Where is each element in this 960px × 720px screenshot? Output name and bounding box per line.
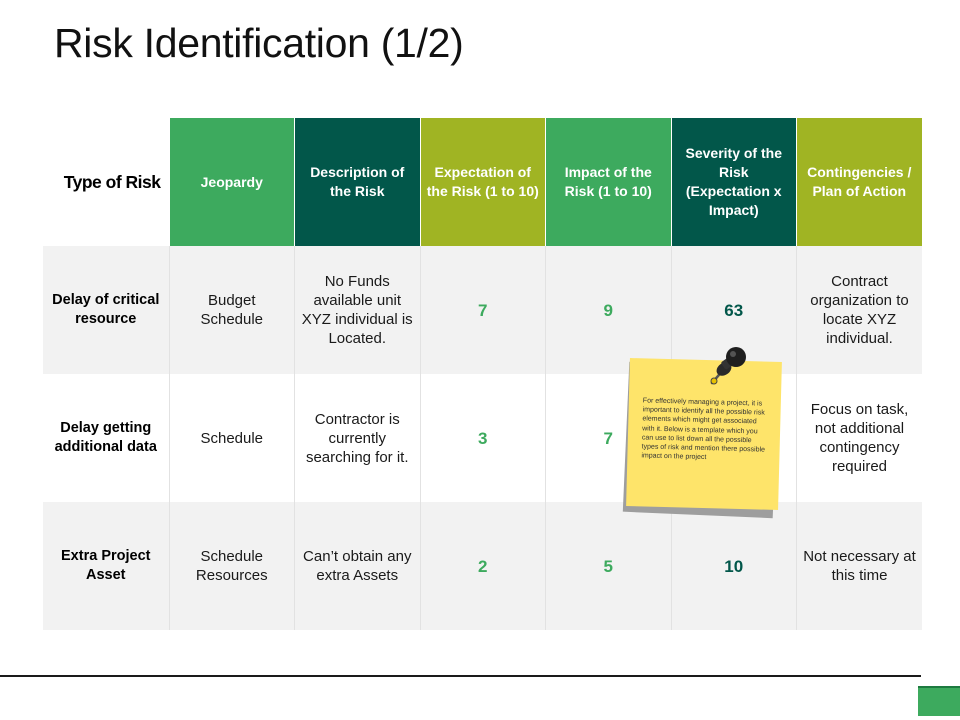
cell-description: Can’t obtain any extra Assets: [295, 502, 421, 630]
footer-divider: [0, 675, 921, 677]
cell-expectation: 7: [420, 246, 546, 374]
risk-table: [43, 118, 923, 630]
cell-contingencies: Not necessary at this time: [797, 502, 923, 630]
cell-expectation: 3: [420, 374, 546, 502]
cell-impact: 5: [546, 502, 672, 630]
header-description: Description of the Risk: [295, 118, 421, 246]
corner-accent: [918, 688, 960, 716]
cell-description: Contractor is currently searching for it.: [295, 374, 421, 502]
cell-jeopardy: Schedule: [169, 374, 295, 502]
header-contingencies: Contingencies / Plan of Action: [797, 118, 923, 246]
table-row: [43, 374, 922, 502]
cell-risk-type: Delay getting additional data: [43, 374, 169, 502]
cell-impact: 9: [546, 246, 672, 374]
header-impact: Impact of the Risk (1 to 10): [546, 118, 672, 246]
cell-contingencies: Focus on task, not additional contingency required: [797, 374, 923, 502]
cell-risk-type: Extra Project Asset: [43, 502, 169, 630]
header-severity: Severity of the Risk (Expectation x Impact): [671, 118, 797, 246]
cell-contingencies: Contract organization to locate XYZ individual.: [797, 246, 923, 374]
cell-severity: 63: [671, 246, 797, 374]
header-jeopardy: Jeopardy: [169, 118, 295, 246]
cell-impact: 7: [546, 374, 672, 502]
table-row: [43, 502, 922, 630]
cell-expectation: 2: [420, 502, 546, 630]
cell-jeopardy: Budget Schedule: [169, 246, 295, 374]
page-title: Risk Identification (1/2): [54, 20, 464, 66]
sticky-note: [620, 345, 790, 520]
sticky-note-text: For effectively managing a project, it is important to identify all the possible risk elements which might get associated with it. Below is a template which you can use to list down all the possible types of risk and mention there possible impact on the project: [626, 358, 782, 510]
table-header-row: [43, 118, 922, 246]
cell-description: No Funds available unit XYZ individual is Located.: [295, 246, 421, 374]
header-expectation: Expectation of the Risk (1 to 10): [420, 118, 546, 246]
pushpin-icon: [700, 345, 760, 390]
header-type-of-risk: Type of Risk: [43, 118, 169, 246]
cell-jeopardy: Schedule Resources: [169, 502, 295, 630]
cell-severity: 10: [671, 502, 797, 630]
table-row: [43, 246, 922, 374]
cell-risk-type: Delay of critical resource: [43, 246, 169, 374]
